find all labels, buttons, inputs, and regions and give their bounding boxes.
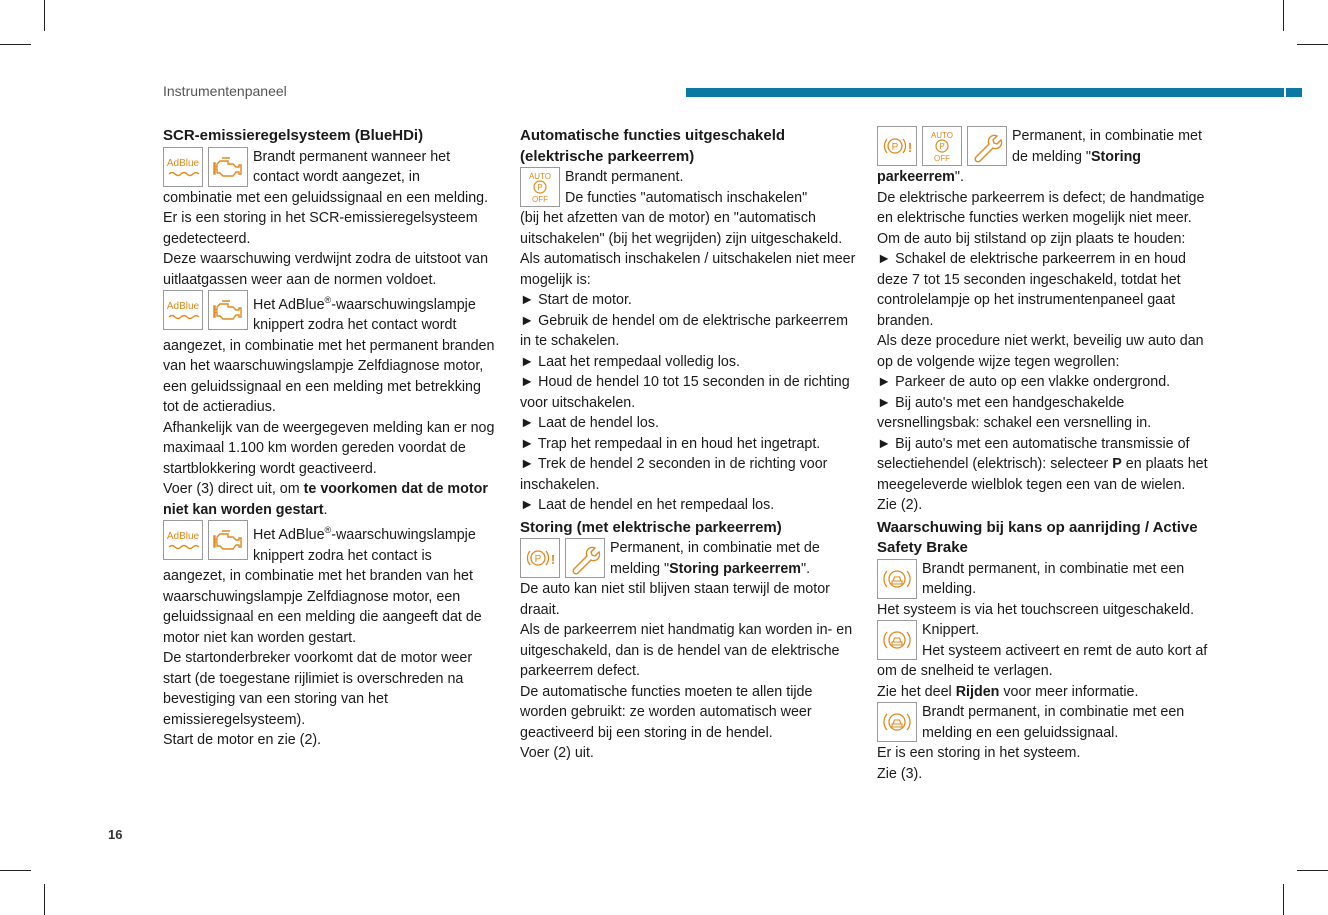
- crop-mark: [1283, 0, 1284, 31]
- collision-warning-icon: [877, 559, 917, 599]
- paragraph: Als automatisch inschakelen / uitschakelen niet meer mogelijk is:: [520, 251, 856, 288]
- warning-block: [877, 620, 1215, 661]
- header-accent-bar: [686, 88, 1284, 97]
- svg-text:AdBlue: AdBlue: [166, 157, 200, 169]
- paragraph: Er is een storing in het SCR-emissieregelsysteem gedetecteerd.: [163, 210, 478, 247]
- crop-mark: [1297, 870, 1328, 871]
- paragraph: Zie (3).: [877, 765, 923, 782]
- text-line: Permanent, in combinatie met: [1012, 128, 1202, 144]
- paragraph: Zie het deel Rijden voor meer informatie.: [877, 683, 1139, 700]
- warning-block: [163, 147, 498, 188]
- text-line: Knippert.: [922, 622, 980, 638]
- crop-mark: [1283, 884, 1284, 915]
- warning-block: [520, 167, 858, 208]
- svg-text:P: P: [939, 142, 945, 151]
- text-line: Brandt permanent, in combinatie met een: [922, 560, 1185, 577]
- engine-icon: [208, 147, 248, 187]
- paragraph: Het systeem is via het touchscreen uitgeschakeld.: [877, 601, 1195, 618]
- auto-park-off-icon: [922, 126, 962, 166]
- paragraph: Afhankelijk van de weergegeven melding kan er nog maximaal 1.100 km worden gereden voordat de startblokkering wordt geactiveerd.: [163, 419, 495, 477]
- text-line: melding en een geluidssignaal.: [922, 724, 1119, 741]
- warning-block: [163, 520, 498, 566]
- text-line: Brandt permanent, in combinatie met een: [922, 704, 1185, 720]
- step: ► Trek de hendel 2 seconden in de richting voor inschakelen.: [520, 456, 828, 493]
- heading-auto-functions: Automatische functies uitgeschakeld (elektrische parkeerrem): [520, 127, 786, 165]
- step: ► Start de motor.: [520, 292, 632, 308]
- paragraph: De automatische functies moeten te allen tijde worden gebruikt: ze worden automatisch weer geactiveerd bij een storing in de hendel.: [520, 683, 813, 741]
- warning-block: [877, 126, 1215, 167]
- svg-text:AUTO: AUTO: [528, 172, 552, 181]
- adblue-icon: [163, 290, 203, 330]
- text-line: melding.: [922, 581, 977, 597]
- text-line: knippert zodra het contact is: [253, 547, 432, 564]
- svg-text:P: P: [891, 142, 899, 153]
- wrench-icon: [565, 538, 605, 578]
- parking-brake-fault-icon: [877, 126, 917, 166]
- paragraph: Zie (2).: [877, 497, 923, 513]
- text-line: Het systeem activeert en remt de auto kort af: [922, 642, 1208, 659]
- header-accent-bar-end: [1286, 88, 1302, 97]
- svg-text:P: P: [534, 554, 542, 565]
- text-line: Permanent, in combinatie met de: [610, 540, 820, 556]
- paragraph: Om de auto bij stilstand op zijn plaats te houden:: [877, 230, 1186, 247]
- step: ► Laat het rempedaal volledig los.: [520, 353, 740, 370]
- crop-mark: [0, 44, 31, 45]
- column-3: [877, 126, 1215, 784]
- step: ► Bij auto's met een handgeschakelde versnellingsbak: schakel een versnelling in.: [877, 394, 1152, 431]
- text-line: Brandt permanent wanneer het: [253, 148, 451, 165]
- svg-text:AdBlue: AdBlue: [166, 531, 200, 543]
- wrench-icon: [967, 126, 1007, 166]
- step: ► Laat de hendel en het rempedaal los.: [520, 497, 775, 513]
- crop-mark: [44, 884, 45, 915]
- collision-warning-icon: [877, 620, 917, 660]
- crop-mark: [1297, 44, 1328, 45]
- paragraph: Als deze procedure niet werkt, beveilig uw auto dan op de volgende wijze tegen wegrollen:: [877, 333, 1204, 370]
- text-line: Het AdBlue®-waarschuwingslampje: [253, 525, 476, 544]
- adblue-icon: [163, 520, 203, 560]
- svg-text:!: !: [907, 140, 913, 155]
- paragraph: De auto kan niet stil blijven staan terwijl de motor draait.: [520, 581, 830, 618]
- paragraph: (bij het afzetten van de motor) en "automatisch uitschakelen" (bij het wegrijden) zijn uitgeschakeld.: [520, 210, 843, 247]
- step: ► Gebruik de hendel om de elektrische parkeerrem in te schakelen.: [520, 312, 849, 349]
- svg-text:OFF: OFF: [532, 195, 548, 204]
- svg-text:!: !: [550, 552, 556, 567]
- svg-text:AUTO: AUTO: [930, 131, 954, 140]
- paragraph: Voer (3) direct uit, om te voorkomen dat de motor niet kan worden gestart.: [163, 481, 488, 518]
- step: ► Schakel de elektrische parkeerrem in en houd deze 7 tot 15 seconden ingeschakeld, totdat het controlelampje op het instrumentenpaneel gaat branden.: [877, 251, 1186, 329]
- heading-active-safety-brake: Waarschuwing bij kans op aanrijding / Active Safety Brake: [877, 518, 1198, 556]
- paragraph: Als de parkeerrem niet handmatig kan worden in- en uitgeschakeld, dan is de hendel van de elektrische parkeerrem defect.: [520, 622, 853, 679]
- paragraph: aangezet, in combinatie met het permanent branden van het waarschuwingslampje Zelfdiagnose motor, een geluidssignaal en een melding met betrekking tot de actieradius.: [163, 337, 495, 416]
- collision-warning-icon: [877, 702, 917, 742]
- text-line: Brandt permanent.: [565, 169, 684, 185]
- text-line: contact wordt aangezet, in: [253, 169, 420, 185]
- warning-block: [163, 290, 498, 336]
- auto-park-off-icon: [520, 167, 560, 207]
- svg-text:P: P: [537, 183, 543, 192]
- svg-text:OFF: OFF: [934, 154, 950, 163]
- step: ► Trap het rempedaal in en houd het ingetrapt.: [520, 435, 821, 452]
- paragraph: Voer (2) uit.: [520, 745, 594, 761]
- warning-block: [877, 702, 1215, 743]
- paragraph: om de snelheid te verlagen.: [877, 663, 1053, 679]
- engine-icon: [208, 520, 248, 560]
- crop-mark: [44, 0, 45, 31]
- step: ► Houd de hendel 10 tot 15 seconden in de richting voor uitschakelen.: [520, 374, 850, 411]
- heading-storing: Storing (met elektrische parkeerrem): [520, 518, 782, 536]
- warning-block: [520, 538, 858, 579]
- column-1: [163, 126, 498, 751]
- text-line: Het AdBlue®-waarschuwingslampje: [253, 295, 476, 313]
- parking-brake-fault-icon: [520, 538, 560, 578]
- section-title: Instrumentenpaneel: [163, 83, 287, 99]
- svg-text:AdBlue: AdBlue: [166, 301, 200, 312]
- text-line: de melding "Storing: [1012, 148, 1142, 165]
- paragraph: Start de motor en zie (2).: [163, 732, 322, 749]
- text-line: De functies "automatisch inschakelen": [565, 189, 808, 206]
- text-line: melding "Storing parkeerrem".: [610, 560, 811, 577]
- engine-icon: [208, 290, 248, 330]
- step: ► Parkeer de auto op een vlakke ondergrond.: [877, 374, 1171, 390]
- adblue-icon: [163, 147, 203, 187]
- paragraph: Er is een storing in het systeem.: [877, 745, 1081, 761]
- heading-scr: SCR-emissieregelsysteem (BlueHDi): [163, 127, 424, 144]
- text-line: parkeerrem".: [877, 169, 964, 185]
- paragraph: Deze waarschuwing verdwijnt zodra de uitstoot van uitlaatgassen weer aan de normen voldoet.: [163, 251, 489, 288]
- paragraph: combinatie met een geluidssignaal en een melding.: [163, 189, 489, 206]
- paragraph: De elektrische parkeerrem is defect; de handmatige en elektrische functies werken mogelijk niet meer.: [877, 189, 1205, 226]
- step: ► Bij auto's met een automatische transmissie of selectiehendel (elektrisch): selecteer P en plaats het meegeleverde wielblok tegen een van de wielen.: [877, 435, 1208, 493]
- crop-mark: [0, 870, 31, 871]
- paragraph: De startonderbreker voorkomt dat de motor weer start (de toegestane rijlimiet is overschreden na bevestiging van een storing van het emissieregelsysteem).: [163, 650, 473, 728]
- step: ► Laat de hendel los.: [520, 415, 659, 431]
- column-2: [520, 126, 858, 764]
- paragraph: aangezet, in combinatie met het branden van het waarschuwingslampje Zelfdiagnose motor, een geluidssignaal en een melding die aangeeft dat de motor niet kan worden gestart.: [163, 568, 482, 646]
- warning-block: [877, 559, 1215, 600]
- text-line: knippert zodra het contact wordt: [253, 317, 457, 334]
- page-number: 16: [108, 827, 123, 842]
